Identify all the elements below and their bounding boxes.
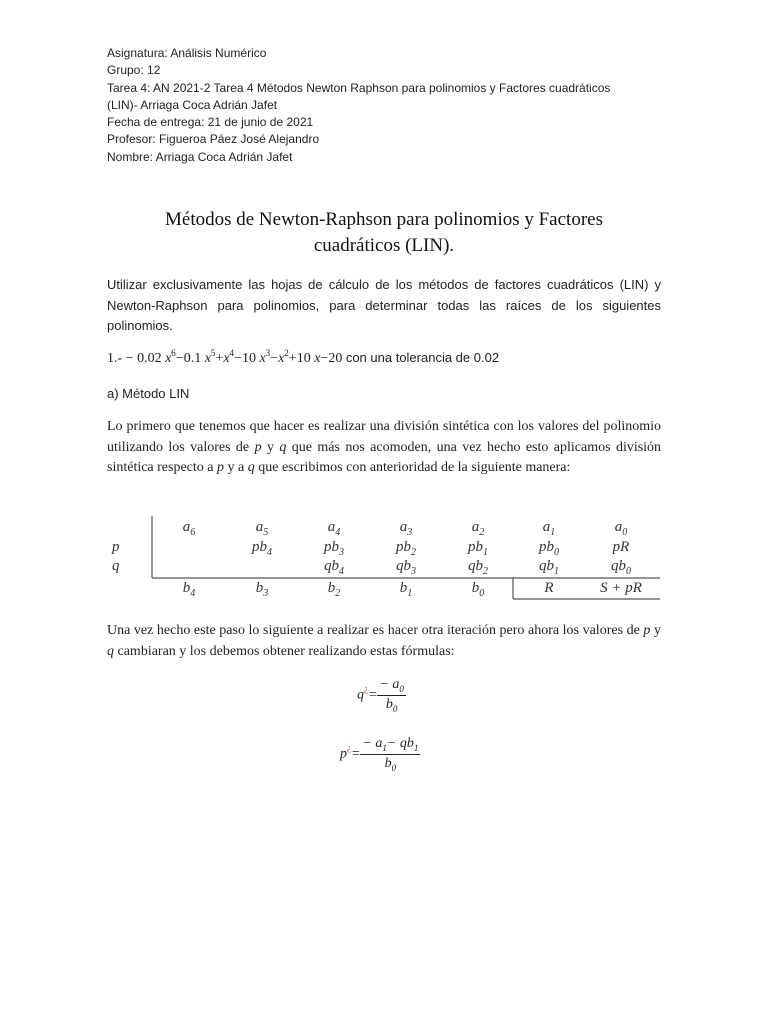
coeff-cell: $a_0$	[614, 519, 628, 538]
formula-q: q¿= $\frac{- a_0}{b_0}$	[357, 677, 404, 714]
explain2-text-2: cambiaran y los debemos obtener realizando estas fórmulas:	[117, 643, 455, 659]
q-row-cell: $qb_2$	[468, 558, 488, 577]
q-row-cell: $qb_0$	[611, 558, 631, 577]
var-p-2: p	[217, 460, 225, 475]
result-cell: $b_1$	[399, 580, 413, 599]
var-q-3: q	[107, 643, 114, 659]
title-line-1: Métodos de Newton-Raphson para polinomios y Factores	[165, 209, 603, 230]
formula-p-num-term1: − a	[362, 736, 383, 751]
result-cell: R	[544, 580, 554, 596]
student-name-line: Nombre: Arriaga Coca Adrián Jafet	[107, 149, 293, 164]
section-heading-lin: a) Método LIN	[107, 386, 190, 401]
row-label-p: p	[112, 539, 120, 555]
p-row-cell: $pb_2$	[396, 539, 416, 558]
assignment-line-2: (LIN)- Arriaga Coca Adrián Jafet	[107, 97, 278, 112]
result-cell: $b_0$	[471, 580, 485, 599]
coeff-cell: $a_5$	[255, 519, 269, 538]
q-row-cell: $qb_4$	[324, 558, 344, 577]
formula-q-fraction	[377, 677, 405, 714]
p-row-cell: $pb_3$	[324, 539, 344, 558]
result-cell: S + pR	[600, 580, 642, 596]
formula-p-fraction	[360, 736, 420, 773]
professor-line: Profesor: Figueroa Páez José Alejandro	[107, 132, 320, 147]
assignment-line-1: Tarea 4: AN 2021-2 Tarea 4 Métodos Newton Raphson para polinomios y Factores cuadráticos	[107, 80, 611, 95]
formula-q-numerator-sub: 0	[399, 683, 404, 694]
formula-p-denominator-sub: 0	[391, 762, 397, 773]
formula-q-lhs: q	[357, 687, 364, 703]
intro-paragraph: Utilizar exclusivamente las hojas de cálculo de los métodos de factores cuadráticos (LIN) y Newton-Raphson para polinomios, para determinar todas las raíces de los siguientes polinomios.	[107, 277, 661, 333]
group-line: Grupo: 12	[107, 63, 161, 78]
formula-p-num-term1-sub: 1	[382, 742, 387, 753]
coeff-cell: $a_3$	[399, 519, 413, 538]
result-cell: $b_2$	[327, 580, 341, 599]
result-cell: $b_3$	[255, 580, 269, 599]
formula-q-numerator: − a	[379, 677, 400, 692]
explain1-text-1: Lo primero que tenemos que hacer es realizar una división sintética con los valores del polinomio utilizando los valores de	[107, 419, 661, 455]
formula-p-lhs: p	[340, 746, 347, 762]
title-line-2: cuadráticos (LIN).	[313, 235, 455, 256]
explain1-text-2: que más nos acomoden, una vez hecho esto aplicamos división sintética respecto a	[107, 439, 662, 475]
conj-ya: y a	[227, 460, 245, 475]
coeff-cell: $a_6$	[182, 519, 196, 538]
p-row-cell: $pb_1$	[468, 539, 488, 558]
coeff-cell: $a_2$	[471, 519, 485, 538]
explain1-text-3: que escribimos con anterioridad de la siguiente manera:	[258, 460, 571, 475]
coeff-cell: $a_1$	[542, 519, 556, 538]
subject-line: Asignatura: Análisis Numérico	[107, 46, 267, 60]
formula-q-denominator: b	[385, 696, 393, 712]
var-q: q	[279, 439, 287, 455]
conj-y-2: y	[654, 623, 662, 638]
p-row-cell: $pb_0$	[539, 539, 559, 558]
explain2-text-1: Una vez hecho este paso lo siguiente a realizar es hacer otra iteración pero ahora los valores de	[107, 623, 640, 638]
polynomial-expression: − 0.02 $x^6-0.1$ $x^5+x^4-10$ $x^3-x^2+10$ x−20	[125, 348, 346, 366]
problem-number: 1.-	[107, 351, 123, 366]
red-mark: ¿	[364, 683, 368, 694]
formula-p-num-term2: − qb	[386, 736, 414, 751]
formula-q-denominator-sub: 0	[392, 703, 398, 714]
var-q-2: q	[247, 460, 255, 475]
p-row-cell: pR	[612, 539, 630, 555]
tolerance-text: con una tolerancia de 0.02	[345, 350, 500, 365]
coeff-cell: $a_4$	[327, 519, 341, 538]
var-p: p	[254, 439, 262, 455]
result-cell: $b_4$	[182, 580, 196, 599]
formula-p-denominator: b	[384, 755, 392, 771]
formula-p-num-term2-sub: 1	[413, 742, 419, 753]
explanation-paragraph-2	[107, 621, 661, 662]
p-row-cell: $pb_4$	[252, 539, 272, 558]
row-label-q: q	[112, 558, 120, 574]
red-mark-2: ¿	[347, 742, 351, 753]
due-date-line: Fecha de entrega: 21 de junio de 2021	[107, 115, 314, 130]
q-row-cell: $qb_1$	[539, 558, 559, 577]
conj-y: y	[266, 439, 274, 455]
formula-p: p¿= $\frac{- a_1- qb_1}{b_0}$	[340, 736, 419, 773]
var-p-3: p	[643, 623, 651, 638]
q-row-cell: $qb_3$	[396, 558, 416, 577]
